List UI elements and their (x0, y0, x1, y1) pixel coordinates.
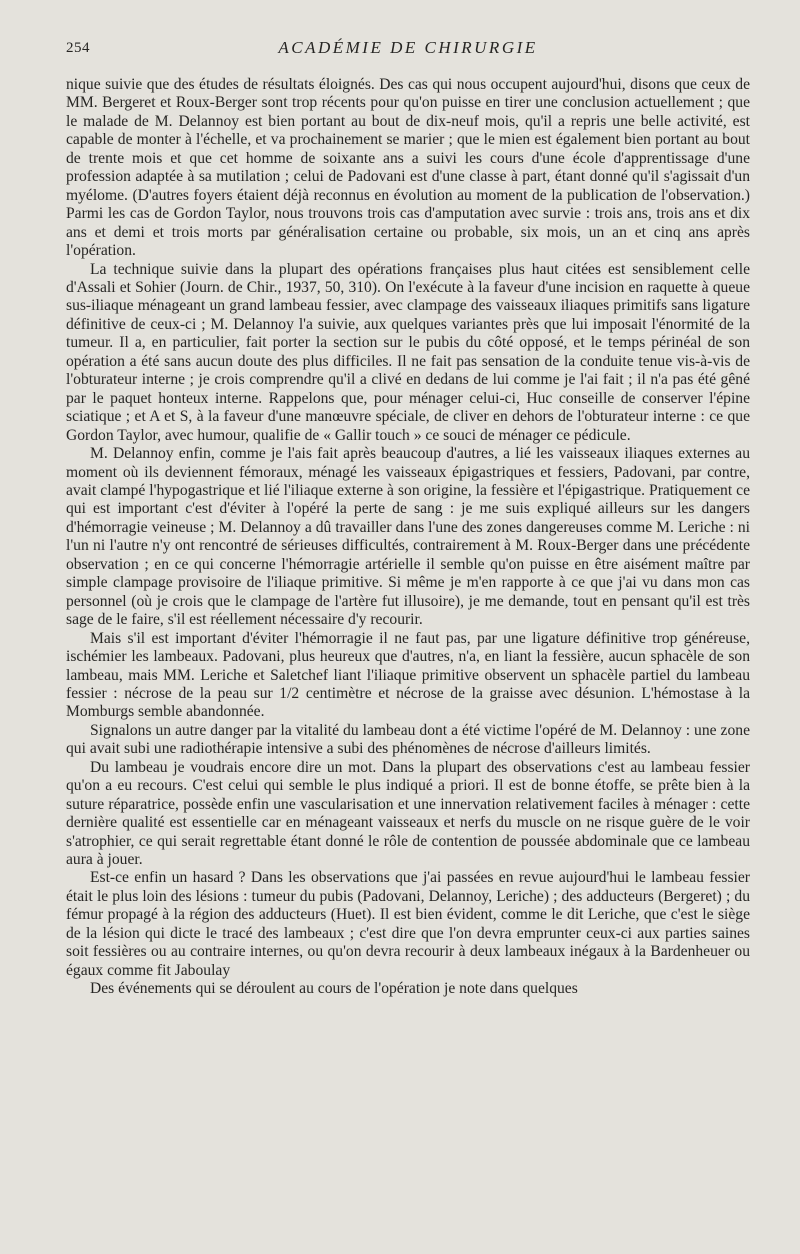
paragraph: Du lambeau je voudrais encore dire un mot. Dans la plupart des observations c'est au lambeau fessier qu'on a eu recours. C'est celui qui semble le plus indiqué a priori. Il est de bonne étoffe, se prête bien à la suture réparatrice, possède enfin une vascularisation et une innervation relativement faciles à ménager : cette dernière qualité est essentielle car en ménageant vaisseaux et nerfs du muscle on ne risque guère de le voir s'atrophier, ce qui serait regrettable étant donné le rôle de contention de poussée abdominale que ce lambeau aura à jouer. (66, 758, 750, 869)
body-text (66, 76, 750, 999)
page-number: 254 (66, 40, 90, 56)
paragraph: La technique suivie dans la plupart des opérations françaises plus haut citées est sensiblement celle d'Assali et Sohier (Journ. de Chir., 1937, 50, 310). On l'exécute à la faveur d'une incision en raquette à queue sus-iliaque ménageant un grand lambeau fessier, avec clampage des vaisseaux iliaques primitifs sans ligature définitive de ceux-ci ; M. Delannoy l'a suivie, aux quelques variantes près que lui imposait l'énormité de la tumeur. Il a, en particulier, fait porter la section sur le pubis du côté opposé, et le temps périnéal de son opération a été sans aucun doute des plus difficiles. Il ne fait pas sensation de la conduite tenue vis-à-vis de l'obturateur interne ; je crois comprendre qu'il a clivé en dedans de lui comme je l'ai fait ; il n'a pas été gêné par le paquet honteux interne. Rappelons que, pour ménager celui-ci, Huc conseille de conserver l'épine sciatique ; et A et S, à la faveur d'une manœuvre spéciale, de cliver en dehors de l'obturateur interne : ce que Gordon Taylor, avec humour, qualifie de « Gallir touch » ce souci de ménager ce pédicule. (66, 260, 750, 444)
paragraph: Mais s'il est important d'éviter l'hémorragie il ne faut pas, par une ligature définitive trop généreuse, ischémier les lambeaux. Padovani, plus heureux que d'autres, n'a, en liant la fessière, aucun sphacèle de son lambeau, mais MM. Leriche et Saletchef liant l'iliaque primitive observent un sphacèle partiel du lambeau fessier : nécrose de la peau sur 1/2 centimètre et nécrose de la graisse avec désunion. L'hémostase à la Momburgs semble abandonnée. (66, 629, 750, 721)
paragraph: Est-ce enfin un hasard ? Dans les observations que j'ai passées en revue aujourd'hui le lambeau fessier était le plus loin des lésions : tumeur du pubis (Padovani, Delannoy, Leriche) ; des adducteurs (Bergeret) ; du fémur propagé à la région des adducteurs (Huet). Il est bien évident, comme le dit Leriche, que c'est le siège de la lésion qui dicte le tracé des lambeaux ; c'est dire que l'on devra emprunter ceux-ci aux parties saines soit fessières ou au contraire internes, ou qu'on devra recourir à deux lambeaux inégaux à la Bardenheuer ou égaux comme fit Jaboulay (66, 869, 750, 979)
journal-title: ACADÉMIE DE CHIRURGIE (278, 38, 538, 57)
paragraph: M. Delannoy enfin, comme je l'ais fait après beaucoup d'autres, a lié les vaisseaux iliaques externes au moment où ils deviennent fémoraux, ménagé les vaisseaux épigastriques et fessiers, Padovani, par contre, avait clampé l'hypogastrique et lié l'iliaque externe à son origine, la fessière et l'épigastrique. Pratiquement ce qui est important c'est d'éviter à l'opéré la perte de sang : je me suis expliqué ailleurs sur les dangers d'hémorragie veineuse ; M. Delannoy a dû travailler dans l'une des zones dangereuses comme M. Leriche : ni l'un ni l'autre n'y ont rencontré de sérieuses difficultés, contrairement à M. Roux-Berger dans une précédente observation ; en ce qui concerne l'hémorragie artérielle il semble qu'on puisse en être aisément maître par simple clampage provisoire de l'iliaque primitive. Si même je m'en rapporte à ce que j'ai vu dans mon cas personnel (où je crois que le clampage de l'artère fut illusoire), je me demande, tout en pensant qu'il est très sage de le faire, s'il est réellement nécessaire d'y recourir. (66, 445, 750, 629)
paragraph: nique suivie que des études de résultats éloignés. Des cas qui nous occupent aujourd'hui, disons que ceux de MM. Bergeret et Roux-Berger sont trop récents pour qu'on puisse en tirer une conclusion actuellement ; que le malade de M. Delannoy est bien portant au bout de dix-neuf mois, qu'il a repris une belle activité, est capable de monter à l'échelle, et va prochainement se marier ; que le mien est également bien portant au bout de trente mois et que cet homme de soixante ans a suivi les cours d'une école d'apprentissage d'une profession adaptée à sa mutilation ; celui de Padovani est d'une classe à part, étant donné qu'il s'agissait d'un myélome. (D'autres foyers étaient déjà reconnus en évolution au moment de la publication de l'observation.) Parmi les cas de Gordon Taylor, nous trouvons trois cas d'amputation avec survie : trois ans, trois ans et dix ans et demi et trois morts par généralisation certaine ou probable, six mois, un an et cinq ans après l'opération. (66, 76, 750, 260)
paragraph: Signalons un autre danger par la vitalité du lambeau dont a été victime l'opéré de M. Delannoy : une zone qui avait subi une radiothérapie intensive a subi des phénomènes de nécrose d'ailleurs limités. (66, 721, 750, 758)
running-header (66, 38, 750, 62)
paragraph: Des événements qui se déroulent au cours de l'opération je note dans quelques (90, 980, 578, 998)
